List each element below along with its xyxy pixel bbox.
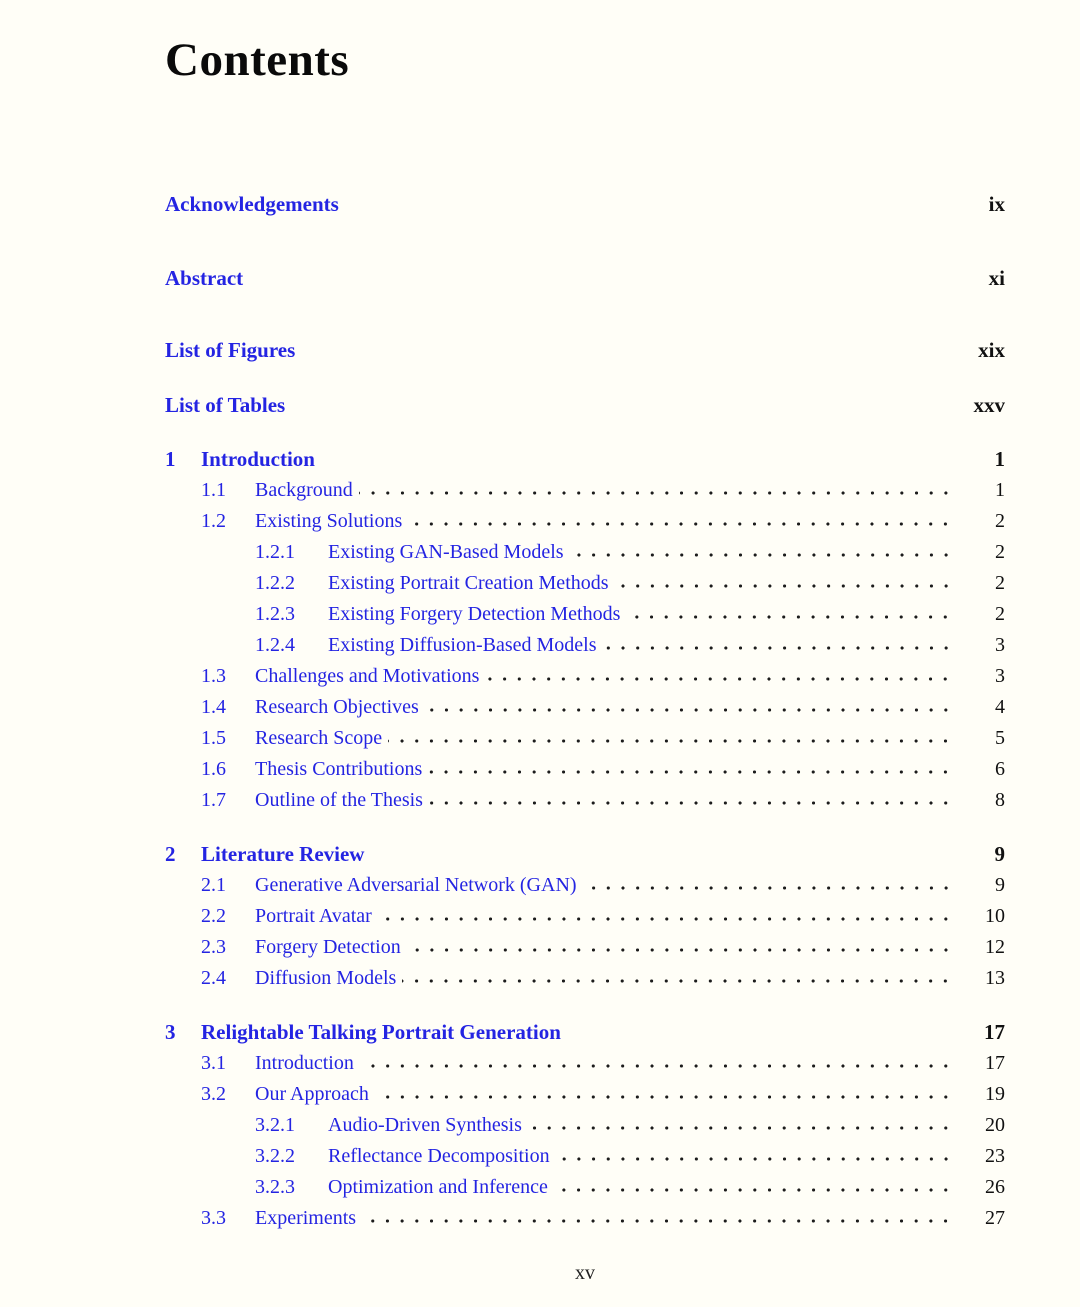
section-title: Background — [255, 479, 353, 502]
section-number: 1.1 — [201, 479, 226, 502]
page-title: Contents — [165, 34, 350, 86]
section-page: 23 — [985, 1145, 1005, 1168]
spacer — [291, 390, 955, 421]
dot-leader — [626, 599, 955, 630]
dot-leader — [603, 630, 955, 661]
section-number: 3.2.1 — [255, 1114, 295, 1137]
section-entry[interactable] — [165, 475, 1005, 506]
spacer — [321, 444, 955, 475]
chapter-title: Literature Review — [201, 842, 365, 867]
chapter-number: 3 — [165, 1020, 176, 1045]
section-page: 12 — [985, 936, 1005, 959]
section-page: 6 — [995, 758, 1005, 781]
entry-page: xi — [988, 266, 1005, 291]
spacer — [345, 189, 955, 220]
section-entry[interactable] — [165, 692, 1005, 723]
entry-page: xxv — [973, 393, 1005, 418]
section-title: Research Scope — [255, 727, 383, 750]
section-number: 3.2.2 — [255, 1145, 295, 1168]
chapter-list — [165, 444, 1005, 1234]
section-entry[interactable] — [165, 537, 1005, 568]
section-page: 5 — [995, 727, 1005, 750]
front-matter-entry[interactable] — [165, 263, 1005, 294]
section-title: Reflectance Decomposition — [328, 1145, 550, 1168]
spacer — [301, 335, 955, 366]
section-entry[interactable] — [165, 870, 1005, 901]
entry-label: List of Tables — [165, 393, 286, 418]
section-number: 3.2 — [201, 1083, 226, 1106]
chapter-title: Introduction — [201, 447, 315, 472]
section-title: Audio-Driven Synthesis — [328, 1114, 522, 1137]
section-entry[interactable] — [165, 785, 1005, 816]
section-number: 2.2 — [201, 905, 226, 928]
section-entry[interactable] — [165, 599, 1005, 630]
chapter-title: Relightable Talking Portrait Generation — [201, 1020, 561, 1045]
section-page: 4 — [995, 696, 1005, 719]
footer-page-number: xv — [575, 1262, 595, 1284]
entry-label: List of Figures — [165, 338, 296, 363]
section-number: 2.4 — [201, 967, 226, 990]
section-page: 9 — [995, 874, 1005, 897]
front-matter-list — [165, 189, 1005, 421]
section-page: 2 — [995, 603, 1005, 626]
section-entry[interactable] — [165, 901, 1005, 932]
dot-leader — [570, 537, 955, 568]
toc-content — [165, 36, 1005, 1234]
dot-leader — [375, 1079, 955, 1110]
section-number: 1.2.2 — [255, 572, 295, 595]
section-number: 3.1 — [201, 1052, 226, 1075]
section-number: 1.4 — [201, 696, 226, 719]
section-entry[interactable] — [165, 963, 1005, 994]
chapter-page: 9 — [994, 842, 1005, 867]
dot-leader — [425, 692, 955, 723]
section-number: 3.3 — [201, 1207, 226, 1230]
front-matter-entry[interactable] — [165, 189, 1005, 220]
section-entry[interactable] — [165, 1079, 1005, 1110]
section-title: Forgery Detection — [255, 936, 401, 959]
dot-leader — [362, 1203, 955, 1234]
section-page: 8 — [995, 789, 1005, 812]
section-title: Our Approach — [255, 1083, 369, 1106]
section-number: 1.5 — [201, 727, 226, 750]
chapter-block — [165, 1017, 1005, 1234]
section-page: 3 — [995, 634, 1005, 657]
section-title: Experiments — [255, 1207, 357, 1230]
section-entry[interactable] — [165, 506, 1005, 537]
spacer — [370, 839, 955, 870]
section-page: 2 — [995, 510, 1005, 533]
chapter-entry[interactable] — [165, 839, 1005, 870]
section-title: Generative Adversarial Network (GAN) — [255, 874, 577, 897]
dot-leader — [429, 785, 955, 816]
spacer — [567, 1017, 955, 1048]
section-number: 1.2.3 — [255, 603, 295, 626]
section-entry[interactable] — [165, 754, 1005, 785]
section-entry[interactable] — [165, 1203, 1005, 1234]
section-page: 19 — [985, 1083, 1005, 1106]
spacer — [249, 263, 955, 294]
section-number: 2.3 — [201, 936, 226, 959]
front-matter-entry[interactable] — [165, 390, 1005, 421]
dot-leader — [556, 1141, 955, 1172]
entry-label: Abstract — [165, 266, 244, 291]
chapter-page: 1 — [994, 447, 1005, 472]
section-page: 17 — [985, 1052, 1005, 1075]
section-page: 2 — [995, 572, 1005, 595]
section-entry[interactable] — [165, 1141, 1005, 1172]
chapter-block — [165, 839, 1005, 994]
dot-leader — [360, 1048, 955, 1079]
section-title: Existing Solutions — [255, 510, 403, 533]
section-page: 20 — [985, 1114, 1005, 1137]
dot-leader — [402, 963, 955, 994]
section-number: 3.2.3 — [255, 1176, 295, 1199]
section-entry[interactable] — [165, 1048, 1005, 1079]
dot-leader — [583, 870, 955, 901]
section-number: 1.2 — [201, 510, 226, 533]
dot-leader — [528, 1110, 955, 1141]
section-title: Thesis Contributions — [255, 758, 423, 781]
dot-leader — [615, 568, 955, 599]
section-title: Existing Diffusion-Based Models — [328, 634, 597, 657]
chapter-block — [165, 444, 1005, 816]
section-page: 1 — [995, 479, 1005, 502]
section-number: 1.3 — [201, 665, 226, 688]
entry-page: xix — [978, 338, 1005, 363]
section-title: Diffusion Models — [255, 967, 397, 990]
section-title: Outline of the Thesis — [255, 789, 423, 812]
dot-leader — [388, 723, 955, 754]
chapter-page: 17 — [984, 1020, 1005, 1045]
section-entry[interactable] — [165, 630, 1005, 661]
dot-leader — [485, 661, 955, 692]
section-entry[interactable] — [165, 723, 1005, 754]
entry-label: Acknowledgements — [165, 192, 339, 217]
section-title: Existing Portrait Creation Methods — [328, 572, 609, 595]
dot-leader — [359, 475, 955, 506]
dot-leader — [554, 1172, 955, 1203]
section-page: 27 — [985, 1207, 1005, 1230]
chapter-number: 2 — [165, 842, 176, 867]
chapter-entry[interactable] — [165, 1017, 1005, 1048]
section-title: Introduction — [255, 1052, 354, 1075]
section-title: Optimization and Inference — [328, 1176, 548, 1199]
section-number: 1.2.4 — [255, 634, 295, 657]
dot-leader — [407, 932, 955, 963]
section-page: 2 — [995, 541, 1005, 564]
section-page: 10 — [985, 905, 1005, 928]
dot-leader — [378, 901, 955, 932]
section-number: 1.6 — [201, 758, 226, 781]
section-entry[interactable] — [165, 568, 1005, 599]
section-title: Portrait Avatar — [255, 905, 372, 928]
section-title: Research Objectives — [255, 696, 419, 719]
section-number: 1.2.1 — [255, 541, 295, 564]
chapter-number: 1 — [165, 447, 176, 472]
dot-leader — [428, 754, 955, 785]
section-page: 3 — [995, 665, 1005, 688]
section-title: Existing GAN-Based Models — [328, 541, 564, 564]
section-title: Challenges and Motivations — [255, 665, 480, 688]
section-number: 2.1 — [201, 874, 226, 897]
section-entry[interactable] — [165, 932, 1005, 963]
front-matter-entry[interactable] — [165, 335, 1005, 366]
section-number: 1.7 — [201, 789, 226, 812]
section-entry[interactable] — [165, 1172, 1005, 1203]
section-page: 13 — [985, 967, 1005, 990]
chapter-entry[interactable] — [165, 444, 1005, 475]
dot-leader — [408, 506, 955, 537]
section-entry[interactable] — [165, 1110, 1005, 1141]
entry-page: ix — [988, 192, 1005, 217]
section-title: Existing Forgery Detection Methods — [328, 603, 621, 626]
section-entry[interactable] — [165, 661, 1005, 692]
section-page: 26 — [985, 1176, 1005, 1199]
